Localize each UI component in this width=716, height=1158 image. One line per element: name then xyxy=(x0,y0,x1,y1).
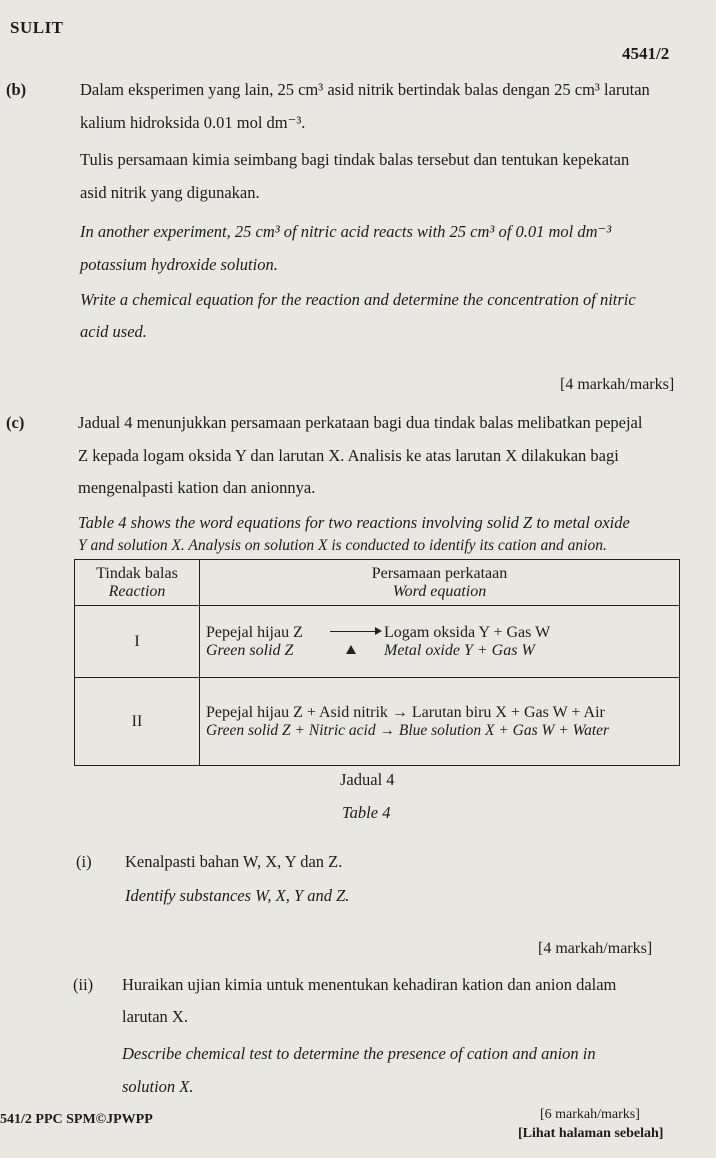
q-i-en: Identify substances W, X, Y and Z. xyxy=(125,886,350,905)
q-i-my: Kenalpasti bahan W, X, Y dan Z. xyxy=(125,852,343,871)
q-i-marks: [4 markah/marks] xyxy=(538,940,653,957)
part-c-my-line3: mengenalpasti kation dan anionnya. xyxy=(78,478,316,497)
table-header-reaction xyxy=(75,560,200,606)
part-c-my-line2: Z kepada logam oksida Y dan larutan X. Analisis ke atas larutan X dilakukan bagi xyxy=(78,446,619,465)
part-b-label: (b) xyxy=(6,80,27,99)
table-row xyxy=(75,606,680,678)
part-b-en-line4: acid used. xyxy=(80,322,147,341)
table-header-word-equation xyxy=(200,560,680,606)
row1-left-my: Pepejal hijau Z xyxy=(206,623,303,641)
row-equation xyxy=(200,606,680,678)
q-ii-marks: [6 markah/marks] xyxy=(540,1107,640,1122)
header-equation-en: Word equation xyxy=(392,582,487,600)
part-b-en-line1: In another experiment, 25 cm³ of nitric acid reacts with 25 cm³ of 0.01 mol dm⁻³ xyxy=(80,222,612,241)
heat-icon xyxy=(346,645,356,654)
q-ii-my-line2: larutan X. xyxy=(122,1007,188,1026)
row-equation xyxy=(200,678,680,766)
part-c-en-line2: Y and solution X. Analysis on solution X is conducted to identify its cation and anion. xyxy=(78,537,607,554)
header-paper-code: 4541/2 xyxy=(622,44,670,63)
header-sulit: SULIT xyxy=(10,18,64,37)
footer-code: 541/2 PPC SPM©JPWPP xyxy=(0,1112,153,1127)
table-row xyxy=(75,678,680,766)
row1-right-en: Metal oxide Y + Gas W xyxy=(384,641,535,659)
table-caption-my: Jadual 4 xyxy=(340,770,395,789)
footer-next-page: [Lihat halaman sebelah] xyxy=(518,1126,664,1141)
table-caption-en: Table 4 xyxy=(342,803,391,822)
part-c-label: (c) xyxy=(6,413,25,432)
header-equation-my: Persamaan perkataan xyxy=(371,564,508,582)
row1-left-en: Green solid Z xyxy=(206,641,294,659)
q-ii-label: (ii) xyxy=(73,975,94,994)
part-c-en-line1: Table 4 shows the word equations for two reactions involving solid Z to metal oxide xyxy=(78,513,630,532)
header-reaction-en: Reaction xyxy=(108,582,166,600)
table-4 xyxy=(74,559,680,766)
part-b-my-line2: kalium hidroksida 0.01 mol dm⁻³. xyxy=(80,113,306,132)
row2-en: Green solid Z + Nitric acid → Blue solution X + Gas W + Water xyxy=(206,721,610,739)
part-b-my-line3: Tulis persamaan kimia seimbang bagi tindak balas tersebut dan tentukan kepekatan xyxy=(80,150,630,169)
row-id: I xyxy=(75,606,200,678)
part-c-my-line1: Jadual 4 menunjukkan persamaan perkataan bagi dua tindak balas melibatkan pepejal xyxy=(78,413,643,432)
row2-my: Pepejal hijau Z + Asid nitrik → Larutan biru X + Gas W + Air xyxy=(206,703,605,721)
part-b-my-line1: Dalam eksperimen yang lain, 25 cm³ asid nitrik bertindak balas dengan 25 cm³ larutan xyxy=(80,80,650,99)
part-b-en-line2: potassium hydroxide solution. xyxy=(80,255,278,274)
arrow-icon xyxy=(330,631,380,632)
header-reaction-my: Tindak balas xyxy=(96,564,178,582)
part-b-en-line3: Write a chemical equation for the reaction and determine the concentration of nitric xyxy=(80,290,636,309)
q-ii-en-line2: solution X. xyxy=(122,1077,194,1096)
part-b-marks: [4 markah/marks] xyxy=(560,376,675,393)
row1-right-my: Logam oksida Y + Gas W xyxy=(384,623,551,641)
q-ii-my-line1: Huraikan ujian kimia untuk menentukan kehadiran kation dan anion dalam xyxy=(122,975,617,994)
part-b-my-line4: asid nitrik yang digunakan. xyxy=(80,183,260,202)
q-ii-en-line1: Describe chemical test to determine the presence of cation and anion in xyxy=(122,1044,596,1063)
row-id: II xyxy=(75,678,200,766)
q-i-label: (i) xyxy=(76,852,92,871)
